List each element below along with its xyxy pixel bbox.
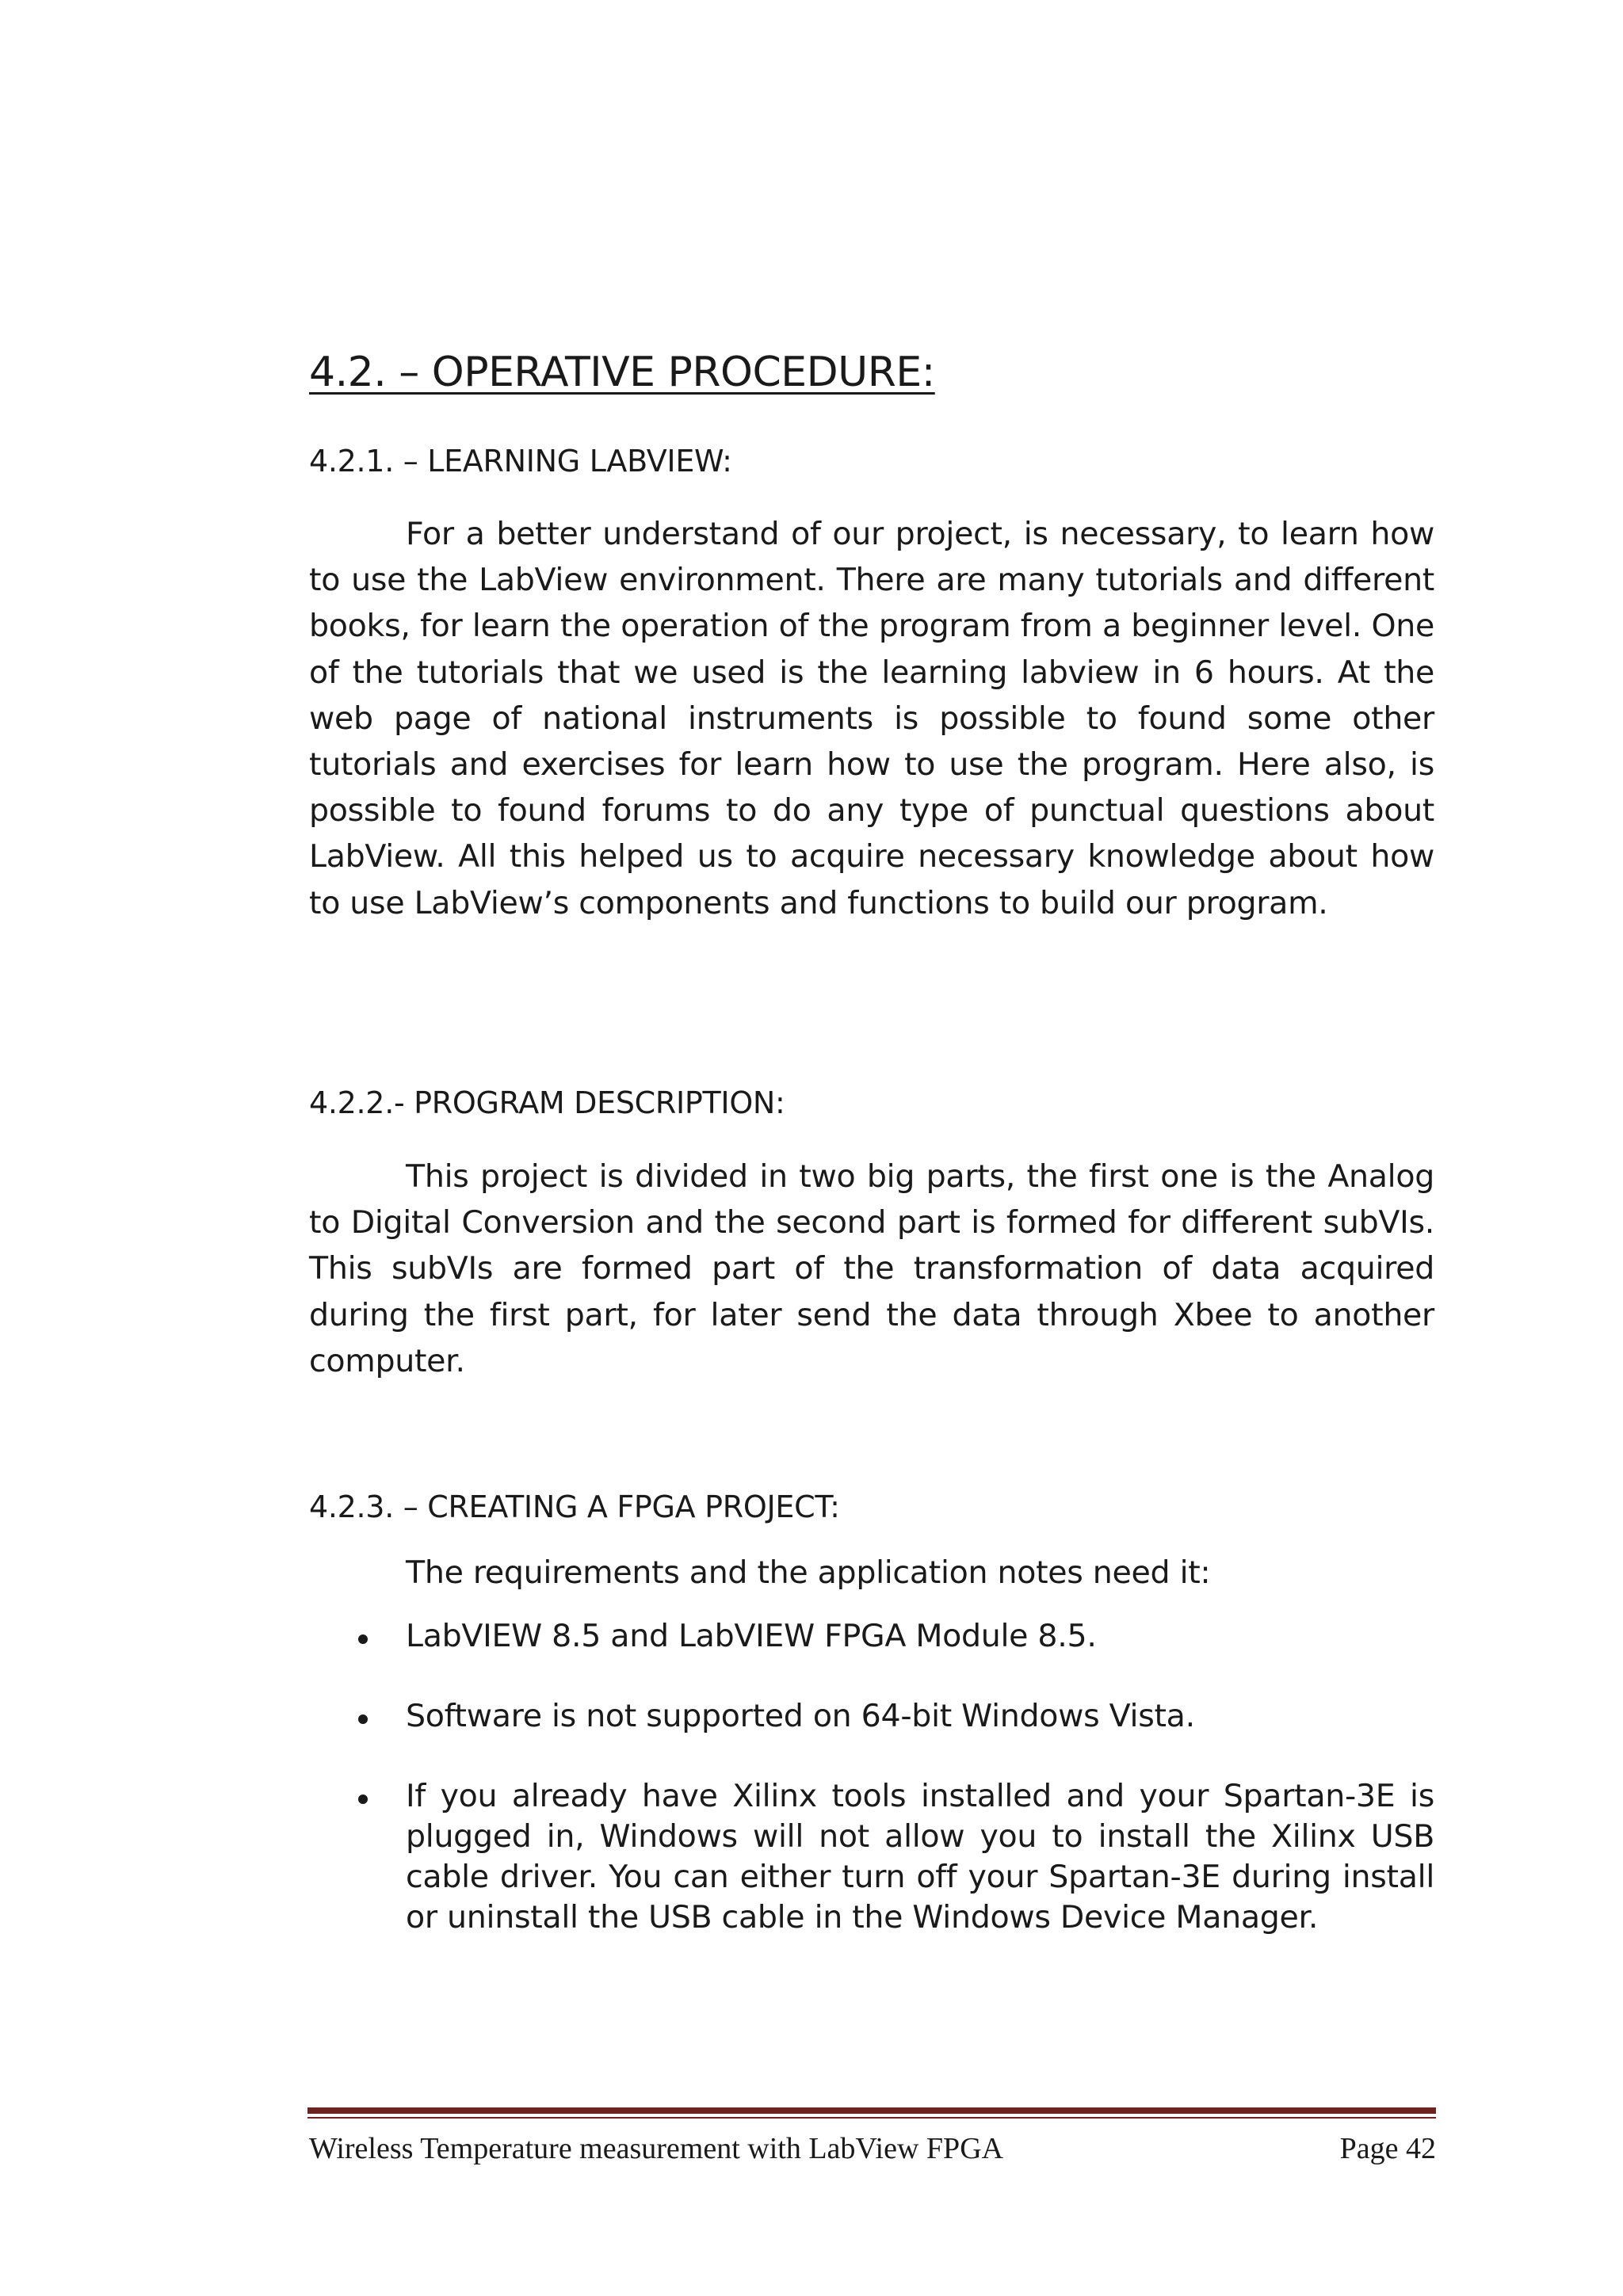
list-item-text: LabVIEW 8.5 and LabVIEW FPGA Module 8.5. — [406, 1618, 1097, 1654]
list-item — [309, 1696, 1434, 1737]
footer-divider — [307, 2107, 1436, 2114]
subsection-heading-creating-fpga-project: 4.2.3. – CREATING A FPGA PROJECT: — [309, 1489, 840, 1524]
list-item — [309, 1616, 1434, 1657]
subsection-heading-learning-labview: 4.2.1. – LEARNING LABVIEW: — [309, 444, 732, 479]
paragraph-program-description: This project is divided in two big parts, the first one is the Analog to Digital Conversion and the second part is formed for different subVIs. This subVIs are formed part of the transformation of data acquired during the first part, for later send the data through Xbee to another computer. — [309, 1158, 1434, 1379]
subsection-heading-program-description: 4.2.2.- PROGRAM DESCRIPTION: — [309, 1085, 785, 1120]
list-item-text: If you already have Xilinx tools installed and your Spartan-3E is plugged in, Windows will not allow you to install the Xilinx USB cable driver. You can either turn off your Spartan-3E during install or uninstall the USB cable in the Windows Device Manager. — [406, 1778, 1434, 1936]
bullet-icon — [358, 1634, 368, 1644]
bullet-icon — [358, 1714, 368, 1724]
footer-page-number: Page 42 — [1339, 2132, 1436, 2165]
footer-divider-thin — [307, 2117, 1436, 2119]
footer-document-title: Wireless Temperature measurement with LabView FPGA — [309, 2132, 1004, 2165]
list-item-text: Software is not supported on 64-bit Windows Vista. — [406, 1698, 1195, 1734]
requirements-intro: The requirements and the application notes need it: — [406, 1554, 1211, 1591]
section-title: 4.2. – OPERATIVE PROCEDURE: — [309, 349, 935, 396]
requirements-list — [309, 1616, 1434, 1938]
bullet-icon — [358, 1794, 368, 1804]
paragraph-learning-labview: For a better understand of our project, is necessary, to learn how to use the LabView environment. There are many tutorials and different books, for learn the operation of the program from a beginner level. One of the tutorials that we used is the learning labview in 6 hours. At the web page of national instruments is possible to found some other tutorials and exercises for learn how to use the program. Here also, is possible to found forums to do any type of punctual questions about LabView. All this helped us to acquire necessary knowledge about how to use LabView’s components and functions to build our program. — [309, 516, 1434, 921]
list-item — [309, 1776, 1434, 1938]
